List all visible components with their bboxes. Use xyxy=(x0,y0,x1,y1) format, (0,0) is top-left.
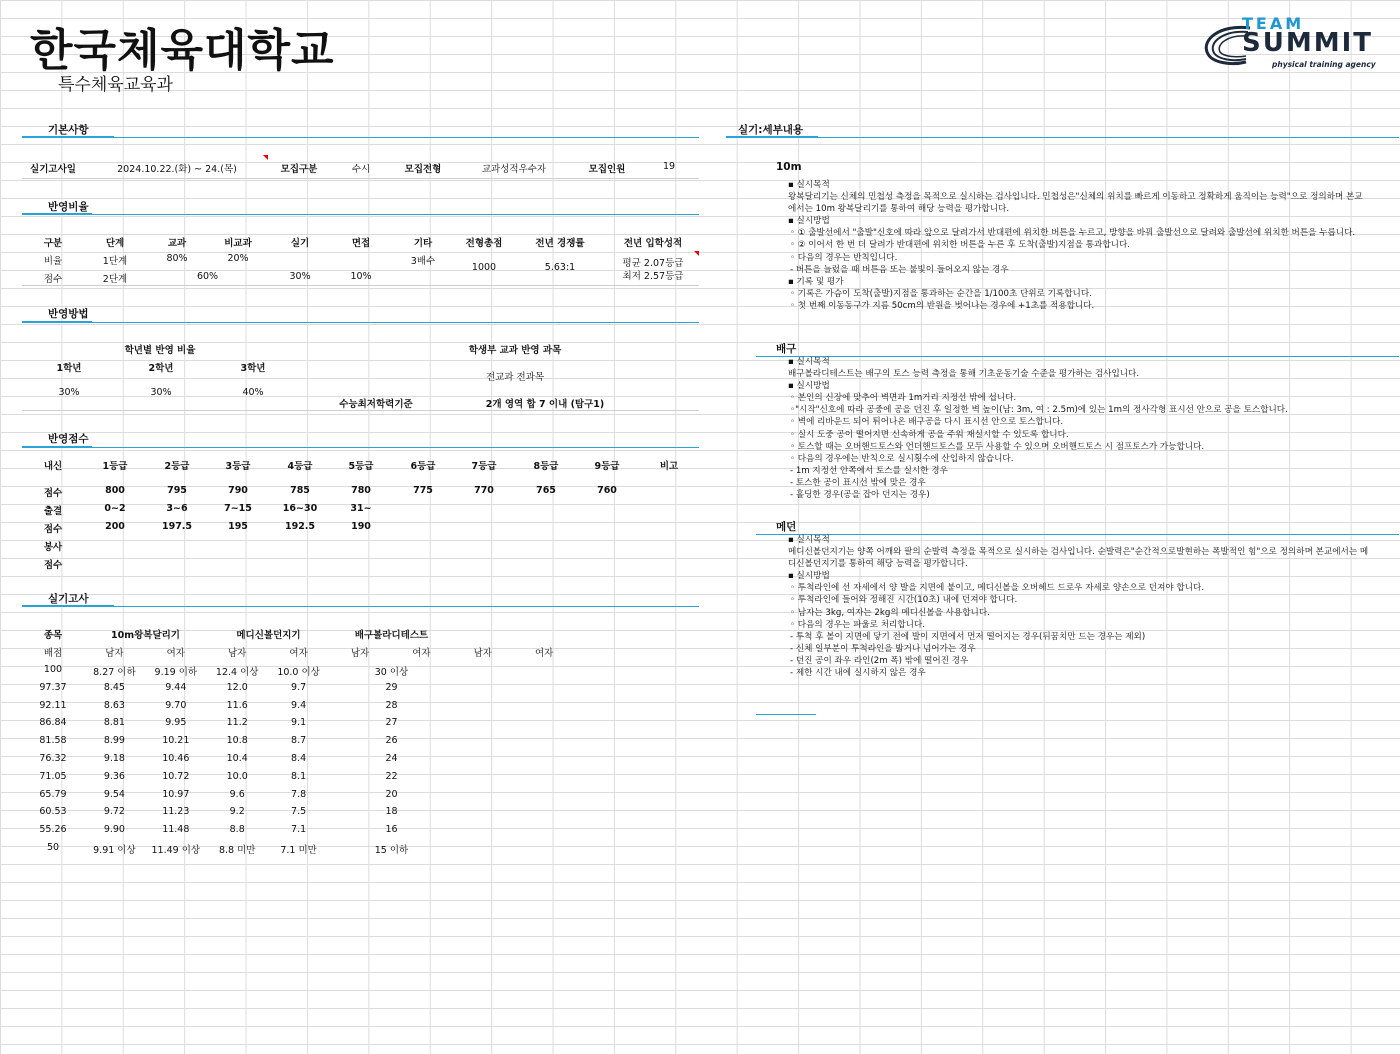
practical-cell: 9.2 xyxy=(229,806,245,818)
practical-cell: 8.99 xyxy=(103,735,125,747)
score-header-7: 7등급 xyxy=(471,461,497,472)
practical-cell: 16 xyxy=(385,824,398,836)
practical-cell: 8.45 xyxy=(103,681,125,693)
detail-text-volleyball xyxy=(788,356,1370,501)
practical-cell: 55.26 xyxy=(39,824,67,836)
practical-cell: 11.6 xyxy=(226,699,248,711)
score-header-4: 4등급 xyxy=(287,461,313,472)
team-summit-logo xyxy=(1200,14,1390,74)
ratio-header-8: 전년 경쟁률 xyxy=(535,238,585,249)
detail-line: ◦ 투척라인에 선 자세에서 양 발을 지면에 붙이고, 메디신볼을 오버헤드 드로우 자세로 양손으로 던져야 합니다. xyxy=(790,583,1205,594)
detail-line: - 토스한 공이 표시선 밖에 맞은 경우 xyxy=(790,477,926,488)
grade-value-2: 30% xyxy=(150,387,172,398)
detail-line: - 홀딩한 경우(공을 잡아 던지는 경우) xyxy=(790,490,930,501)
subject-value: 전교과 전과목 xyxy=(485,372,545,383)
practical-cell: 76.32 xyxy=(39,753,67,764)
rec-type-value: 수시 xyxy=(351,164,371,175)
practical-cell: 8.27 이하 xyxy=(93,667,136,678)
practical-cell: 8.63 xyxy=(103,699,125,711)
practical-cell: 7.1 미만 xyxy=(280,845,317,856)
practical-cell: 10.0 xyxy=(226,770,248,782)
detail-line: ◦ 첫 번째 이동동구가 지름 50cm의 반원을 벗어나는 경우에 +1초를 적용합니다. xyxy=(790,300,1095,311)
quota-value: 19 xyxy=(662,161,676,172)
practical-cell: 9.70 xyxy=(165,699,187,711)
detail-line: ▪ 실시방법 xyxy=(788,571,830,582)
score-row-label: 봉사 xyxy=(43,542,63,553)
ratio-admission-avg: 평균 2.07등급 xyxy=(622,258,684,269)
practical-cell: 9.19 이하 xyxy=(154,667,198,678)
practical-cell: 65.79 xyxy=(39,788,67,800)
section-title-ratio: 반영비율 xyxy=(48,201,89,213)
grade-ratio-title: 학년별 반영 비율 xyxy=(124,345,196,356)
row-divider xyxy=(22,285,699,286)
score-cell: 760 xyxy=(597,485,617,496)
detail-line: - 제한 시간 내에 실시하지 않은 경우 xyxy=(790,668,926,679)
section-divider xyxy=(22,447,699,448)
rec-method-value: 교과성적우수자 xyxy=(481,164,547,175)
detail-line: - 1m 지정선 안쪽에서 토스를 실시한 경우 xyxy=(790,465,948,476)
detail-line: ▪ 실시목적 xyxy=(788,180,830,190)
rec-type-label: 모집구분 xyxy=(280,164,318,175)
practical-cell: 11.2 xyxy=(226,717,248,729)
ratio-row2-silgi: 30% xyxy=(289,271,311,282)
practical-cell: 8.8 미만 xyxy=(218,845,256,856)
practical-cell: 10.0 이상 xyxy=(277,667,320,678)
practical-cell: 11.48 xyxy=(162,824,190,836)
score-cell: 770 xyxy=(474,485,494,496)
detail-line: ◦"시작"신호에 따라 공중에 공을 던진 후 일정한 벽 높이(남: 3m, 여 : 2.5m)에 있는 1m의 정사각형 표시선 안으로 공을 토스합니다. xyxy=(790,405,1288,416)
detail-text-10m xyxy=(788,179,1370,312)
practical-h2-6: 여자 xyxy=(412,648,431,659)
score-cell: 795 xyxy=(167,485,187,496)
score-header-3: 3등급 xyxy=(225,461,251,472)
score-header-8: 8등급 xyxy=(533,461,559,472)
practical-h1-0: 종목 xyxy=(43,630,63,641)
practical-cell: 10.46 xyxy=(162,753,190,764)
score-header-1: 1등급 xyxy=(102,461,128,472)
detail-line: ◦ 본인의 신장에 맞추어 벽면과 1m거리 지정선 밖에 섭니다. xyxy=(790,393,1017,404)
score-cell: 195 xyxy=(228,521,248,532)
practical-cell: 18 xyxy=(385,806,398,818)
detail-line: ◦ 다음의 경우에는 반칙으로 실시횟수에 산입하지 않습니다. xyxy=(790,453,1014,464)
score-cell: 7~15 xyxy=(224,503,252,514)
ratio-header-1: 단계 xyxy=(105,238,125,249)
score-header-10: 비고 xyxy=(659,461,679,472)
ratio-row2-gyogwa: 60% xyxy=(196,271,219,282)
score-header-0: 내신 xyxy=(43,461,63,472)
score-cell: 200 xyxy=(105,521,125,532)
practical-cell: 9.91 이상 xyxy=(93,845,136,856)
grade-label-2: 2학년 xyxy=(148,363,174,374)
ratio-header-0: 구분 xyxy=(43,238,63,249)
detail-line: ▪ 실시목적 xyxy=(788,535,830,545)
detail-line: - 버튼을 늘렀을 때 버튼음 또는 불빛이 들어오지 않는 경우 xyxy=(790,264,1009,275)
practical-cell: 26 xyxy=(385,735,398,747)
practical-h2-2: 여자 xyxy=(166,648,185,659)
practical-h2-0: 배점 xyxy=(43,648,63,659)
practical-h1-2: 메디신볼던지기 xyxy=(236,630,301,641)
section-title-score: 반영점수 xyxy=(48,433,89,445)
quota-label: 모집인원 xyxy=(588,164,626,175)
practical-cell: 100 xyxy=(43,664,63,675)
score-cell: 31~ xyxy=(350,503,372,514)
ratio-header-5: 면접 xyxy=(351,238,371,249)
score-row-label: 점수 xyxy=(43,524,63,535)
csat-value: 2개 영역 합 7 이내 (탐구1) xyxy=(485,399,605,410)
detail-line: ▪ 실시방법 xyxy=(788,381,830,392)
ratio-row1-gyogwa: 80% xyxy=(166,253,188,264)
detail-line: - 신체 일부분이 투척라인을 밟거나 넘어가는 경우 xyxy=(790,643,976,654)
practical-cell: 22 xyxy=(385,770,398,782)
score-cell: 3~6 xyxy=(166,503,188,514)
practical-cell: 12.0 xyxy=(226,681,248,693)
ratio-header-4: 실기 xyxy=(290,238,310,249)
row-divider xyxy=(22,410,699,411)
section-title-practical: 실기고사 xyxy=(48,593,89,605)
score-cell: 197.5 xyxy=(161,521,193,532)
score-header-6: 6등급 xyxy=(410,461,436,472)
practical-cell: 11.49 이상 xyxy=(151,845,201,856)
practical-cell: 9.54 xyxy=(103,788,125,800)
ratio-row1-etc: 3배수 xyxy=(410,256,436,267)
logo-summit-text: SUMMIT xyxy=(1242,28,1373,58)
score-cell: 775 xyxy=(413,485,433,496)
detail-line: 배구볼라디테스트는 배구의 토스 능력 측정을 통해 기초운동기술 수준을 평가하는 검사입니다. xyxy=(788,369,1140,380)
practical-cell: 9.18 xyxy=(103,753,125,764)
practical-cell: 15 이하 xyxy=(374,845,409,856)
practical-h2-4: 여자 xyxy=(289,648,308,659)
section-divider xyxy=(756,714,816,715)
practical-cell: 8.81 xyxy=(103,717,125,729)
practical-cell: 10.21 xyxy=(162,735,190,747)
ratio-row1-label: 비율 xyxy=(43,256,63,267)
row-divider xyxy=(22,178,699,179)
university-title: 한국체육대학교 xyxy=(30,25,335,76)
practical-cell: 10.97 xyxy=(162,788,190,800)
practical-cell: 9.72 xyxy=(103,806,125,818)
practical-cell: 8.4 xyxy=(291,753,307,764)
practical-cell: 8.8 xyxy=(229,824,245,836)
practical-cell: 92.11 xyxy=(39,699,67,711)
detail-text-medicine xyxy=(788,534,1370,679)
practical-cell: 8.7 xyxy=(291,735,307,747)
score-cell: 765 xyxy=(536,485,556,496)
score-cell: 192.5 xyxy=(284,521,316,532)
ratio-competition: 5.63:1 xyxy=(544,262,576,273)
score-row-label: 점수 xyxy=(43,560,63,571)
practical-h2-8: 여자 xyxy=(535,648,554,659)
score-cell: 0~2 xyxy=(104,503,126,514)
practical-cell: 81.58 xyxy=(39,735,67,747)
score-cell: 800 xyxy=(105,485,125,496)
practical-cell: 9.4 xyxy=(291,699,307,711)
score-header-5: 5등급 xyxy=(348,461,374,472)
detail-line: ▪ 실시목적 xyxy=(788,357,830,367)
grade-value-1: 30% xyxy=(58,387,80,398)
practical-h2-7: 남자 xyxy=(473,648,492,659)
detail-line: 메디신볼던지기는 양쪽 어깨와 팔의 순발력 측정을 목적으로 실시하는 검사입니다. 순발력은"순간적으로발현하는 폭발적인 힘"으로 정의하며 본교에서는 메디신볼던지기를 통하여 해당 능력을 평가합니다. xyxy=(788,547,1369,570)
detail-line: 왕복달리기는 신체의 민첩성 측정을 목적으로 실시하는 검사입니다. 민첩성은"신체의 위치를 빠르게 이동하고 정확하게 움직이는 능력"으로 정의하며 본교에서는 10m 왕복달리기를 통하여 해당 능력을 평가합니다. xyxy=(788,192,1363,215)
ratio-header-6: 기타 xyxy=(413,238,433,249)
score-cell: 16~30 xyxy=(282,503,318,514)
grade-label-3: 3학년 xyxy=(240,363,266,374)
practical-cell: 29 xyxy=(385,681,398,693)
practical-h1-3: 배구볼라디테스트 xyxy=(354,630,429,641)
logo-tagline: physical training agency xyxy=(1272,60,1376,69)
practical-cell: 71.05 xyxy=(39,770,67,782)
grade-label-1: 1학년 xyxy=(56,363,82,374)
practical-cell: 20 xyxy=(385,788,398,800)
detail-line: ◦ 남자는 3kg, 여자는 2kg의 메디신볼을 사용합니다. xyxy=(790,607,990,618)
section-divider xyxy=(22,606,699,607)
section-divider xyxy=(22,322,699,323)
score-header-2: 2등급 xyxy=(164,461,190,472)
practical-cell: 8.1 xyxy=(291,770,307,782)
practical-cell: 97.37 xyxy=(39,681,67,693)
section-title-detail: 실기:세부내용 xyxy=(738,124,804,136)
detail-line: ◦ 다음의 경우는 반칙입니다. xyxy=(790,252,898,263)
ratio-row1-bigyogwa: 20% xyxy=(227,253,249,264)
comment-marker-icon xyxy=(694,251,699,256)
ratio-row1-stage: 1단계 xyxy=(102,256,128,267)
exam-date-label: 실기고사일 xyxy=(30,164,76,175)
csat-label: 수능최저학력기준 xyxy=(339,399,413,410)
score-cell: 790 xyxy=(228,485,248,496)
practical-cell: 9.36 xyxy=(103,770,125,782)
ratio-header-3: 비교과 xyxy=(224,238,252,249)
practical-h2-1: 남자 xyxy=(105,648,124,659)
score-cell: 780 xyxy=(351,485,371,496)
practical-cell: 28 xyxy=(385,699,398,711)
practical-cell: 10.4 xyxy=(226,753,248,764)
department-title: 특수체육교육과 xyxy=(58,75,173,95)
detail-line: ◦ 기록은 가슴이 도착(출발)지점을 통과하는 순간을 1/100초 단위로 기록합니다. xyxy=(790,288,1092,299)
practical-cell: 9.1 xyxy=(291,717,307,729)
detail-section-10m: 10m xyxy=(776,161,802,173)
detail-section-medicine: 메던 xyxy=(776,521,797,533)
detail-line: - 던진 공이 좌우 라인(2m 폭) 밖에 떨어진 경우 xyxy=(790,655,969,666)
practical-cell: 7.5 xyxy=(291,806,307,818)
ratio-header-9: 전년 입학성적 xyxy=(623,238,683,249)
section-divider xyxy=(726,137,1399,138)
score-header-9: 9등급 xyxy=(594,461,620,472)
score-row-label: 출결 xyxy=(43,506,63,517)
practical-cell: 30 이상 xyxy=(374,667,409,678)
comment-marker-icon xyxy=(263,155,268,160)
score-row-label: 점수 xyxy=(43,488,63,499)
practical-cell: 9.95 xyxy=(165,717,187,729)
section-divider xyxy=(22,214,699,215)
practical-cell: 60.53 xyxy=(39,806,67,818)
practical-cell: 10.8 xyxy=(226,735,248,747)
practical-cell: 9.6 xyxy=(229,788,245,800)
practical-h1-1: 10m왕복달리기 xyxy=(110,630,180,641)
practical-h2-3: 남자 xyxy=(228,648,247,659)
exam-date-value: 2024.10.22.(화) ~ 24.(목) xyxy=(117,164,237,175)
practical-cell: 9.90 xyxy=(103,824,125,836)
score-cell: 785 xyxy=(290,485,310,496)
practical-cell: 27 xyxy=(385,717,398,729)
ratio-total: 1000 xyxy=(471,262,497,273)
practical-cell: 9.44 xyxy=(165,681,187,693)
ratio-row2-interview: 10% xyxy=(350,271,372,282)
detail-line: ▪ 실시방법 xyxy=(788,216,830,227)
score-cell: 190 xyxy=(351,521,371,532)
rec-method-label: 모집전형 xyxy=(404,164,442,175)
detail-line: ◦ 벽에 리바운드 되어 튀어나온 배구공을 다시 표시선 안으로 토스합니다. xyxy=(790,417,1064,428)
detail-line: ◦ 실시 도중 공이 떨어지면 신속하게 공을 주워 재실시할 수 있도록 합니다. xyxy=(790,429,1069,440)
detail-line: ◦ 다음의 경우는 파울로 처리합니다. xyxy=(790,619,925,630)
detail-line: ◦ 토스할 때는 오버핸드토스와 언더핸드토스를 모두 사용할 수 있으며 오버핸드토스 시 점프토스가 가능합니다. xyxy=(790,441,1205,452)
detail-line: ◦ ① 출발선에서 "출발"신호에 따라 앞으로 달려가서 반대편에 위치한 버튼을 누르고, 방향을 바꿔 출발선으로 달려와 출발선에 위치한 버튼을 누릅니다. xyxy=(790,228,1356,239)
detail-line: ◦ ② 이어서 한 번 더 달려가 반대편에 위치한 버튼을 누른 후 도착(출발)지점을 통과합니다. xyxy=(790,240,1130,251)
ratio-header-7: 전형총점 xyxy=(465,238,503,249)
detail-line: - 투척 후 볼이 지면에 닿기 전에 발이 지면에서 먼저 떨어지는 경우(뒤꿈치만 드는 경우는 제외) xyxy=(790,631,1146,642)
detail-line: ▪ 기록 및 평가 xyxy=(788,276,844,287)
logo-team-text: TEAM xyxy=(1242,14,1305,33)
practical-cell: 86.84 xyxy=(39,717,67,729)
ratio-row2-stage: 2단계 xyxy=(102,274,128,285)
practical-cell: 10.72 xyxy=(162,770,190,782)
practical-cell: 7.8 xyxy=(291,788,307,800)
section-divider xyxy=(22,137,699,138)
practical-cell: 9.7 xyxy=(291,681,307,693)
section-title-basic: 기본사항 xyxy=(48,124,89,136)
subject-title: 학생부 교과 반영 과목 xyxy=(468,345,562,356)
practical-cell: 11.23 xyxy=(162,806,190,818)
practical-cell: 7.1 xyxy=(291,824,307,836)
practical-cell: 24 xyxy=(385,753,398,764)
practical-cell: 50 xyxy=(46,842,60,853)
detail-line: ◦ 투척라인에 들어와 정해진 시간(10초) 내에 던져야 합니다. xyxy=(790,595,1018,606)
grade-value-3: 40% xyxy=(242,387,264,398)
section-title-method: 반영방법 xyxy=(48,308,89,320)
ratio-admission-min: 최저 2.57등급 xyxy=(622,271,684,282)
ratio-header-2: 교과 xyxy=(167,238,187,249)
practical-h2-5: 남자 xyxy=(350,648,370,659)
ratio-row2-label: 점수 xyxy=(43,274,63,285)
detail-section-volleyball: 배구 xyxy=(776,343,797,355)
practical-cell: 12.4 이상 xyxy=(215,667,259,678)
